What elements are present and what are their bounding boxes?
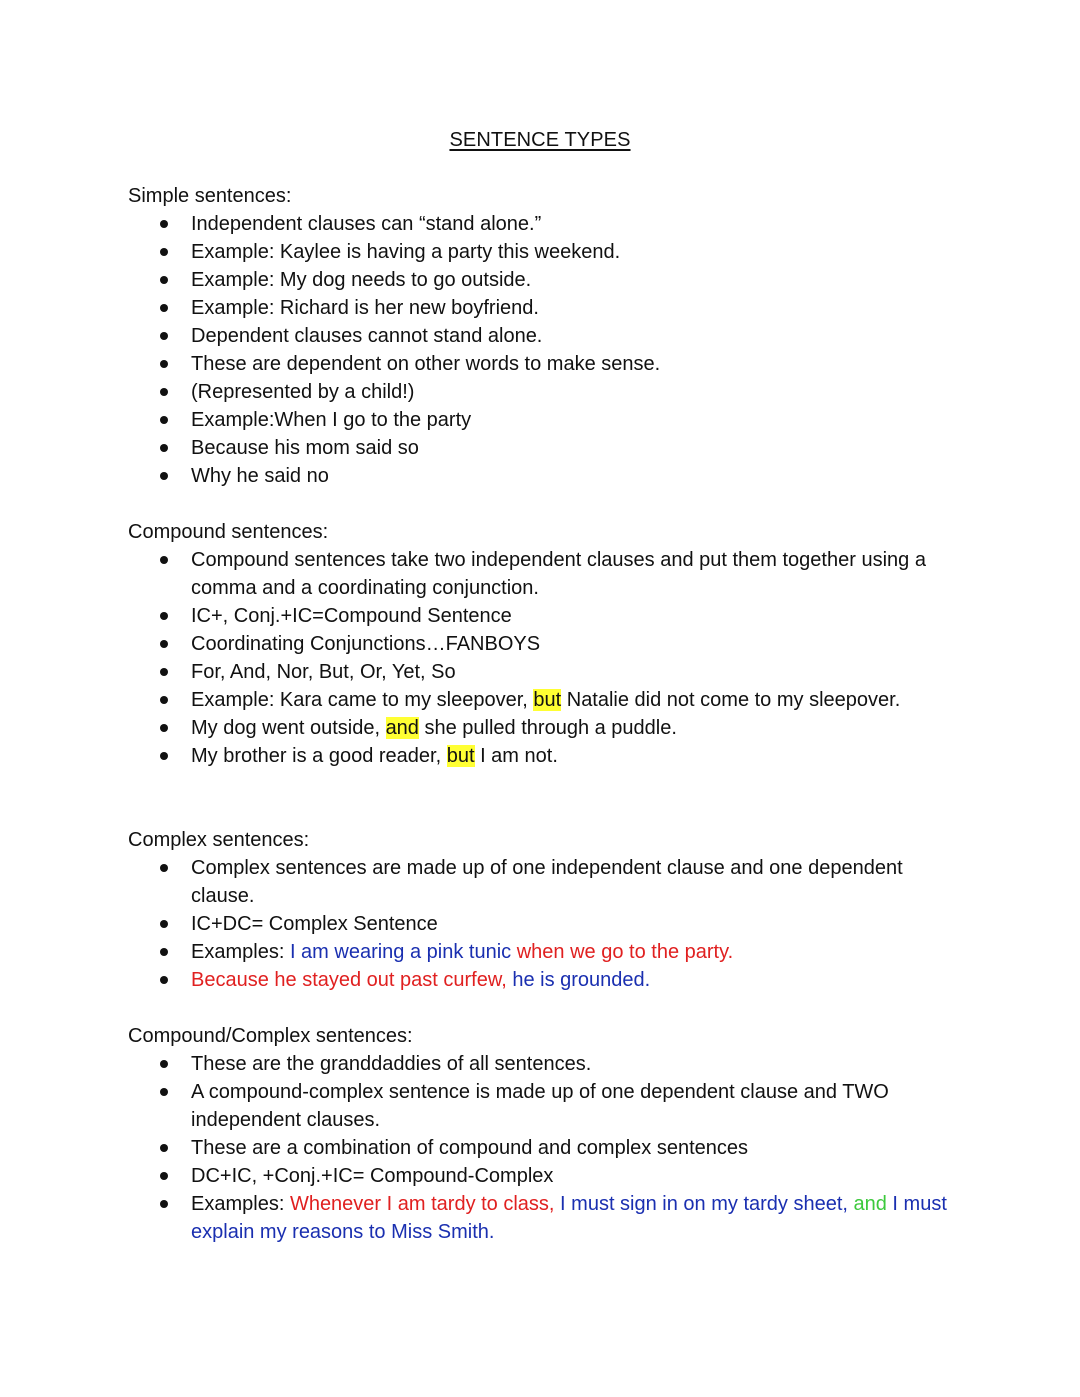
list-item	[128, 546, 968, 602]
list-item	[128, 1162, 968, 1190]
bullet-icon	[160, 864, 168, 872]
bullet-icon	[160, 920, 168, 928]
conjunction: and	[853, 1193, 887, 1215]
list-item	[128, 602, 968, 630]
dependent-clause: Because he stayed out past curfew,	[191, 969, 507, 991]
bullet-icon	[160, 472, 168, 480]
list-item-text: Example: Kaylee is having a party this weekend.	[191, 241, 621, 263]
list-item-text: These are the granddaddies of all sentences.	[191, 1053, 592, 1075]
bullet-icon	[160, 388, 168, 396]
list-item-text: Example:When I go to the party	[191, 409, 472, 431]
list-item	[128, 238, 968, 266]
bullet-icon	[160, 444, 168, 452]
sentence-text: My brother is a good reader,	[191, 745, 447, 767]
list-item	[128, 322, 968, 350]
document-title: SENTENCE TYPES	[449, 129, 631, 151]
bullet-icon	[160, 612, 168, 620]
list-item-text: (Represented by a child!)	[191, 381, 415, 403]
section-complex-sentences	[128, 826, 968, 994]
bullet-list	[128, 546, 968, 770]
list-item	[128, 266, 968, 294]
sentence-text: My dog went outside,	[191, 717, 386, 739]
list-item-text: These are a combination of compound and complex sentences	[191, 1137, 749, 1159]
list-item	[128, 658, 968, 686]
list-item	[128, 910, 968, 938]
bullet-icon	[160, 724, 168, 732]
independent-clause: I must sign in on my tardy sheet,	[554, 1193, 854, 1215]
list-item	[128, 966, 968, 994]
highlighted-conjunction: but	[446, 745, 475, 767]
list-item-text: DC+IC, +Conj.+IC= Compound-Complex	[191, 1165, 554, 1187]
example-label: Examples:	[191, 941, 290, 963]
dependent-clause: Whenever I am tardy to class,	[289, 1193, 555, 1215]
section-simple-sentences	[128, 182, 968, 490]
bullet-icon	[160, 556, 168, 564]
bullet-list	[128, 210, 968, 490]
list-item	[128, 350, 968, 378]
list-item-text: These are dependent on other words to make sense.	[191, 353, 661, 375]
bullet-icon	[160, 640, 168, 648]
bullet-icon	[160, 948, 168, 956]
sentence-text: I am not.	[474, 745, 558, 767]
bullet-list	[128, 854, 968, 994]
independent-clause: I must explain my reasons to Miss Smith.	[191, 1193, 947, 1243]
bullet-icon	[160, 220, 168, 228]
list-item	[128, 1190, 968, 1246]
example-label: Examples:	[191, 1193, 290, 1215]
highlighted-conjunction: but	[533, 689, 562, 711]
list-item	[128, 462, 968, 490]
list-item	[128, 938, 968, 966]
section-compound-sentences	[128, 518, 968, 770]
section-heading: Simple sentences:	[128, 185, 292, 207]
list-item-text: Example: Richard is her new boyfriend.	[191, 297, 539, 319]
sentence-text: she pulled through a puddle.	[418, 717, 677, 739]
bullet-icon	[160, 1172, 168, 1180]
bullet-icon	[160, 304, 168, 312]
bullet-icon	[160, 1200, 168, 1208]
bullet-icon	[160, 360, 168, 368]
list-item	[128, 1078, 968, 1134]
bullet-icon	[160, 696, 168, 704]
list-item-text: IC+DC= Complex Sentence	[191, 913, 438, 935]
sentence-text: Example: Kara came to my sleepover,	[191, 689, 534, 711]
list-item	[128, 406, 968, 434]
bullet-icon	[160, 1060, 168, 1068]
list-item-text: Why he said no	[191, 465, 329, 487]
list-item-text: Because his mom said so	[191, 437, 419, 459]
bullet-icon	[160, 332, 168, 340]
list-item	[128, 686, 968, 714]
list-item	[128, 854, 968, 910]
bullet-icon	[160, 416, 168, 424]
list-item	[128, 714, 968, 742]
independent-clause: I am wearing a pink tunic	[289, 941, 512, 963]
bullet-icon	[160, 276, 168, 284]
list-item-text: A compound-complex sentence is made up of one dependent clause and TWO independent clauses.	[191, 1081, 889, 1131]
list-item	[128, 294, 968, 322]
list-item-text: Compound sentences take two independent clauses and put them together using a comma and a coordinating conjunction.	[191, 549, 926, 599]
section-heading: Compound sentences:	[128, 521, 329, 543]
section-compound-complex-sentences	[128, 1022, 968, 1246]
bullet-icon	[160, 1144, 168, 1152]
section-heading: Compound/Complex sentences:	[128, 1025, 413, 1047]
bullet-icon	[160, 976, 168, 984]
bullet-icon	[160, 668, 168, 676]
list-item	[128, 434, 968, 462]
independent-clause: he is grounded.	[506, 969, 651, 991]
bullet-icon	[160, 248, 168, 256]
dependent-clause: when we go to the party.	[511, 941, 734, 963]
list-item-text: Example: My dog needs to go outside.	[191, 269, 532, 291]
list-item	[128, 210, 968, 238]
list-item-text: Complex sentences are made up of one independent clause and one dependent clause.	[191, 857, 903, 907]
list-item-text: IC+, Conj.+IC=Compound Sentence	[191, 605, 512, 627]
sentence-text: Natalie did not come to my sleepover.	[561, 689, 901, 711]
highlighted-conjunction: and	[385, 717, 419, 739]
bullet-list	[128, 1050, 968, 1246]
list-item	[128, 742, 968, 770]
list-item-text: Coordinating Conjunctions…FANBOYS	[191, 633, 541, 655]
list-item-text: For, And, Nor, But, Or, Yet, So	[191, 661, 456, 683]
list-item	[128, 1134, 968, 1162]
bullet-icon	[160, 1088, 168, 1096]
list-item	[128, 1050, 968, 1078]
bullet-icon	[160, 752, 168, 760]
list-item-text: Dependent clauses cannot stand alone.	[191, 325, 543, 347]
section-heading: Complex sentences:	[128, 829, 310, 851]
list-item	[128, 378, 968, 406]
list-item-text: Independent clauses can “stand alone.”	[191, 213, 542, 235]
list-item	[128, 630, 968, 658]
